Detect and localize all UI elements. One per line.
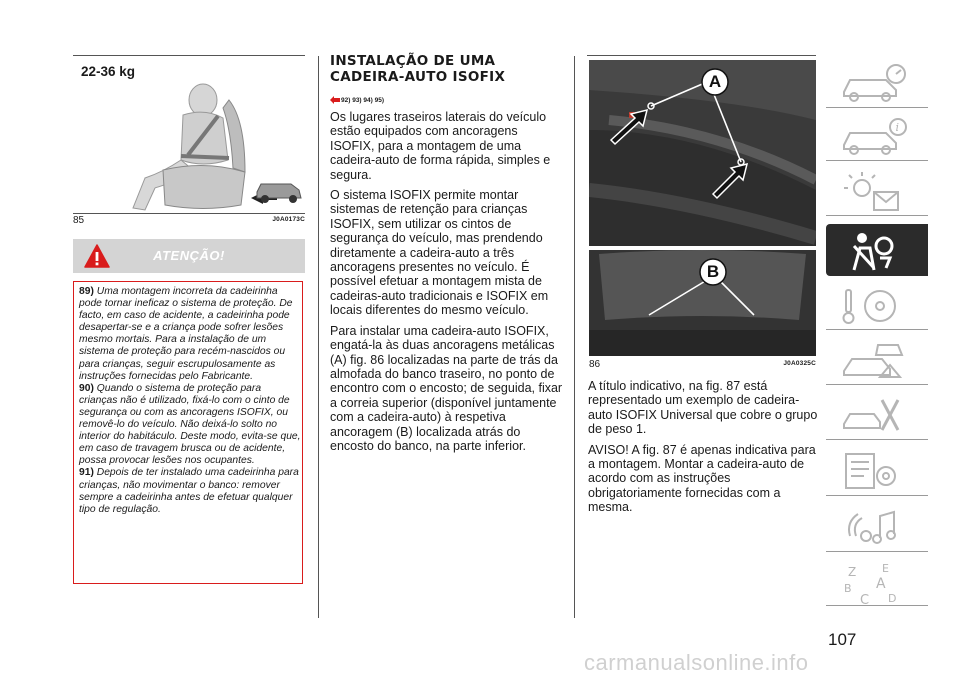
page-number: 107	[828, 630, 857, 649]
warning-references: 92) 93) 94) 95)	[341, 97, 384, 104]
warning-item-89	[79, 286, 301, 383]
warning-item-number: 91)	[79, 467, 94, 479]
warning-text	[79, 286, 301, 516]
column-divider-1	[318, 56, 319, 618]
figure-86-caption	[589, 359, 816, 373]
figure-85-booster-seat	[73, 60, 305, 212]
car-emergency-icon	[840, 339, 912, 381]
sidebar-tab-maintenance[interactable]	[826, 390, 928, 440]
section-paragraph-1: Os lugares traseiros laterais do veículo estão equipados com ancoragens ISOFIX, para a montagem de uma cadeira-auto de forma rápida, simples e segura.	[330, 110, 551, 182]
warning-item-number: 90)	[79, 382, 94, 394]
child-booster-seat-illustration	[73, 60, 305, 212]
figure-85-number: 85	[73, 215, 85, 226]
column3-top-rule	[587, 55, 816, 56]
svg-text:C: C	[860, 593, 870, 606]
figure-86-code: J0A0325C	[783, 360, 816, 367]
anchor-label-a: A	[708, 72, 722, 91]
figure-85-code: J0A0173C	[272, 216, 305, 223]
tools-maintenance-icon	[840, 394, 912, 436]
warning-title: ATENÇÃO!	[153, 248, 225, 263]
sidebar-tab-warning-lights[interactable]	[826, 166, 928, 216]
sidebar-tab-info[interactable]	[826, 111, 928, 161]
technical-data-icon	[840, 450, 912, 492]
warning-header	[73, 239, 305, 273]
warning-item-text: Uma montagem incorreta da cadeirinha pode tornar ineficaz o sistema de proteção. De facto, em caso de acidente, a cadeirinha pode desapertar-se e a criança pode sofrer lesões mesmo mortais. Para a instalação de um sistema de proteção para recém-nascidos ou para crianças, seguir escrupulosamente as instruções fornecidas pelo Fabricante.	[79, 286, 293, 382]
warning-item-91	[79, 467, 301, 515]
warning-item-number: 89)	[79, 286, 94, 297]
section-title: INSTALAÇÃO DE UMA CADEIRA-AUTO ISOFIX	[330, 53, 506, 85]
section-paragraph-2: O sistema ISOFIX permite montar sistemas de retenção para crianças ISOFIX, sem utilizar os cintos de segurança do veículo, mas prendendo diretamente a cadeira-auto a três ancoragens presentes no veículo. É possível efetuar a montagem mista de cadeiras-auto tradicionais e ISOFIX em locais diferentes do mesmo veículo.	[330, 188, 549, 318]
warning-item-text: Quando o sistema de proteção para crianças não é utilizado, fixá-lo com o cinto de segurança ou com as ancoragens ISOFIX, ou removê-lo do veículo. Não deixá-lo solto no interior do habitáculo. Deste modo, evita-se que, em caso de travagem brusca ou de acidente, possa provocar lesões nos ocupantes.	[79, 382, 301, 467]
section-body	[330, 110, 564, 459]
steering-key-icon	[840, 284, 912, 326]
figure-85-weight-label: 22-36 kg	[81, 64, 136, 79]
sidebar-tab-multimedia[interactable]	[826, 502, 928, 552]
sidebar-tab-starting-driving[interactable]	[826, 280, 928, 330]
column3-body	[588, 379, 818, 521]
safety-seatbelt-airbag-icon	[840, 228, 912, 272]
warning-item-text: Depois de ter instalado uma cadeirinha para crianças, não movimentar o banco: remover sempre a cadeirinha antes de efetuar qualquer tipo de regulação.	[79, 467, 299, 515]
isofix-anchors-photo	[589, 60, 816, 356]
column3-paragraph-2: AVISO! A fig. 87 é apenas indicativa para a montagem. Montar a cadeira-auto de acordo com as instruções obrigatoriamente fornecidas com a mesma.	[588, 442, 816, 515]
figure-85-bottom-rule	[73, 213, 305, 214]
column3-paragraph-1: A título indicativo, na fig. 87 está representado um exemplo de cadeira-auto ISOFIX Universal que cobre o grupo de peso 1.	[588, 379, 818, 437]
figure-86-number: 86	[589, 359, 601, 370]
figure-86-photo	[589, 60, 816, 356]
watermark: carmanualsonline.info	[584, 650, 809, 675]
svg-text:E: E	[882, 562, 889, 575]
sidebar-tab-dashboard[interactable]	[826, 58, 928, 108]
warning-lights-mail-icon	[840, 170, 912, 212]
warning-box	[73, 281, 303, 584]
sidebar-tab-technical-data[interactable]	[826, 446, 928, 496]
car-info-icon	[840, 115, 912, 157]
car-dashboard-icon	[840, 62, 912, 104]
sidebar-tab-emergency[interactable]	[826, 335, 928, 385]
column-divider-2	[574, 56, 575, 618]
hand-pointer-icon	[329, 94, 341, 106]
svg-text:D: D	[888, 592, 897, 605]
index-letters-icon	[840, 560, 912, 606]
column1-top-rule	[73, 55, 305, 56]
svg-text:A: A	[876, 576, 886, 592]
svg-text:Z: Z	[848, 565, 857, 579]
sidebar-tab-index[interactable]	[826, 556, 928, 606]
figure-85-caption	[73, 215, 305, 229]
svg-text:B: B	[844, 582, 852, 595]
warning-item-90	[79, 383, 301, 468]
anchor-label-b: B	[706, 262, 720, 281]
section-paragraph-3: Para instalar uma cadeira-auto ISOFIX, engatá-la às duas ancoragens metálicas (A) fig. 86 localizadas na parte de trás da almofada do banco traseiro, no ponto de encontro com o encosto; de seguida, fixar a correia superior (disponível juntamente com a cadeira-auto) à respetiva ancoragem (B) localizada atrás do encosto do banco, na parte inferior.	[330, 323, 563, 453]
sidebar-tab-safety[interactable]	[826, 224, 928, 276]
multimedia-music-icon	[840, 506, 912, 548]
svg-text:i: i	[895, 121, 900, 134]
